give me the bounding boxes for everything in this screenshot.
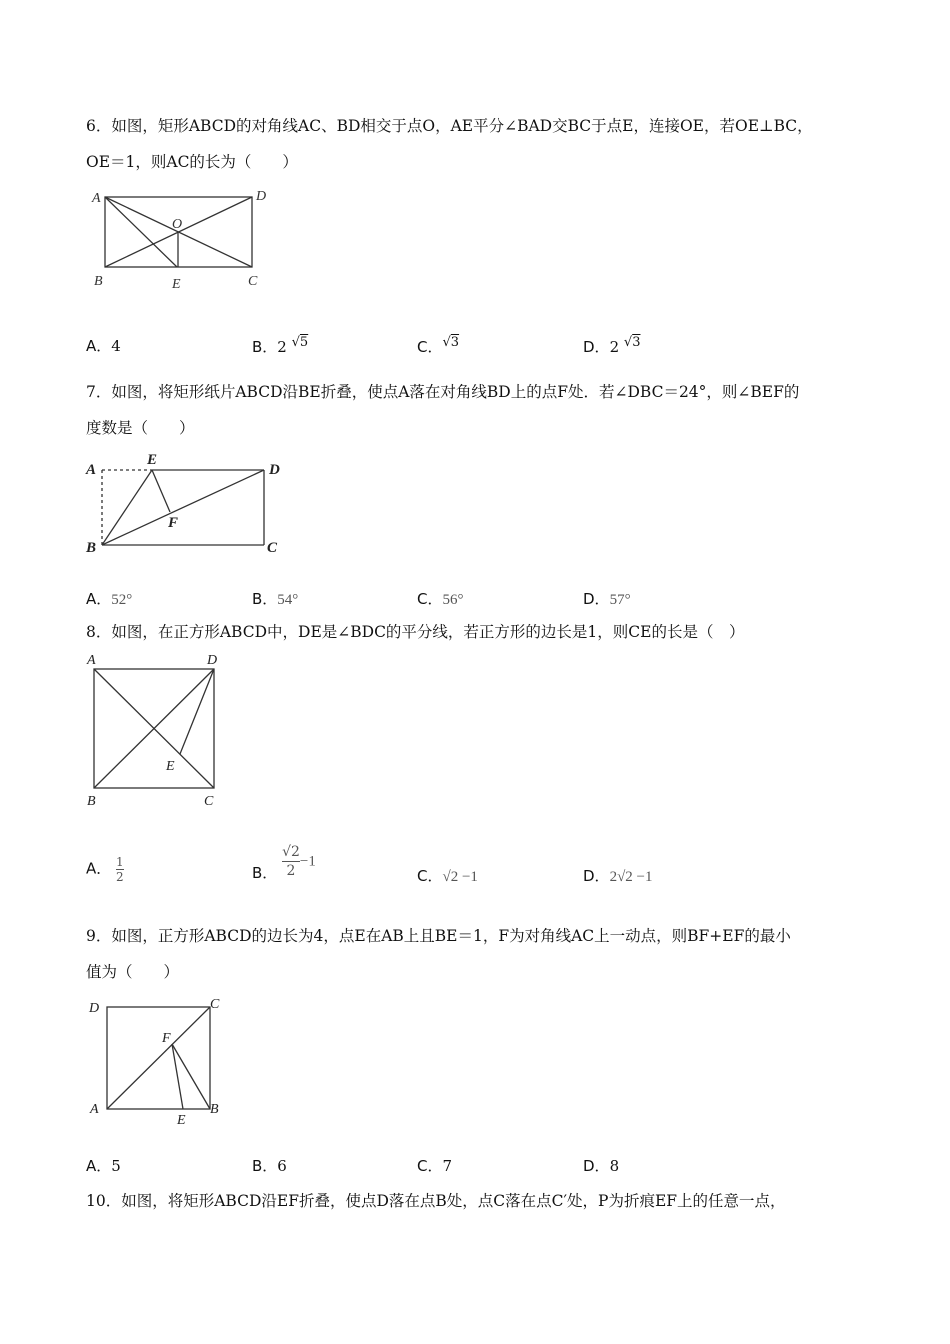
question-7-line-2: 度数是（ ） [86, 419, 195, 437]
question-9 [86, 918, 866, 990]
fig6-label-c: C [248, 274, 258, 289]
fig6-label-a: A [92, 191, 101, 206]
question-10 [86, 1183, 876, 1219]
fig9-label-e: E [177, 1113, 186, 1128]
question-7-figure [84, 448, 299, 560]
fig6-label-o: O [172, 217, 183, 232]
q7-option-c[interactable]: C．56° [417, 590, 464, 608]
fig7-label-b: B [86, 540, 97, 556]
q6-option-b[interactable]: B．2 $^{√5}$ [252, 335, 309, 356]
fig7-label-c: C [267, 540, 278, 556]
fig9-label-a: A [90, 1102, 99, 1117]
question-6 [86, 108, 866, 180]
fig8-label-d: D [207, 653, 218, 668]
question-10-line-1: 10．如图，将矩形ABCD沿EF折叠，使点D落在点B处，点C落在点C′处，P为折痕EF上的任意一点， [86, 1192, 786, 1210]
fig7-label-a: A [86, 462, 97, 478]
question-8 [86, 614, 866, 650]
q7-option-a[interactable]: A．52° [86, 590, 133, 608]
q8-option-a[interactable]: A． $\frac{1}{2}$ [86, 855, 124, 884]
q9-option-a[interactable]: A．5 [86, 1157, 121, 1175]
q8-option-d[interactable]: D．2√2 −1 [583, 867, 653, 885]
question-8-figure [84, 648, 234, 810]
fig6-label-d: D [256, 189, 267, 204]
question-9-options [86, 1155, 846, 1185]
q6-option-c[interactable]: C．$^{√3}$ [417, 335, 460, 356]
question-9-line-1: 9．如图，正方形ABCD的边长为4，点E在AB上且BE＝1，F为对角线AC上一动点，则BF+EF的最小 [86, 927, 791, 945]
q8-option-c[interactable]: C．√2 −1 [417, 867, 478, 885]
question-9-line-2: 值为（ ） [86, 963, 180, 981]
fig7-label-d: D [269, 462, 280, 478]
q6-option-a[interactable]: A．4 [86, 337, 121, 355]
question-6-figure [86, 182, 286, 294]
fig9-label-b: B [210, 1102, 219, 1117]
fig8-label-c: C [204, 794, 214, 809]
fig8-label-a: A [87, 653, 96, 668]
fig7-label-f: F [168, 515, 179, 531]
fig8-label-b: B [87, 794, 96, 809]
q7-option-d[interactable]: D．57° [583, 590, 631, 608]
fig9-label-d: D [89, 1001, 100, 1016]
fig6-label-e: E [172, 277, 181, 292]
question-7-line-1: 7．如图，将矩形纸片ABCD沿BE折叠，使点A落在对角线BD上的点F处．若∠DBC＝24°，则∠BEF的 [86, 383, 800, 401]
q6-option-d[interactable]: D．2 $^{√3}$ [583, 335, 641, 356]
q8-option-b[interactable]: B． $\frac{√2}{2}$ −1 [252, 844, 316, 882]
question-8-line-1: 8．如图，在正方形ABCD中，DE是∠BDC的平分线，若正方形的边长是1，则CE的长是（ ） [86, 623, 745, 641]
fig9-label-f: F [162, 1031, 171, 1046]
q9-option-d[interactable]: D．8 [583, 1157, 620, 1175]
question-8-options [86, 844, 846, 900]
fig9-label-c: C [210, 997, 220, 1012]
fig8-label-e: E [166, 759, 175, 774]
question-6-options [86, 335, 846, 365]
q7-option-b[interactable]: B．54° [252, 590, 299, 608]
fig7-label-e: E [147, 452, 158, 468]
question-7 [86, 374, 866, 446]
q9-option-b[interactable]: B．6 [252, 1157, 287, 1175]
question-9-figure [84, 992, 234, 1130]
question-6-line-2: OE＝1，则AC的长为（ ） [86, 153, 298, 171]
fig6-label-b: B [94, 274, 103, 289]
q9-option-c[interactable]: C．7 [417, 1157, 453, 1175]
question-6-line-1: 6．如图，矩形ABCD的对角线AC、BD相交于点O，AE平分∠BAD交BC于点E，连接OE，若OE⊥BC， [86, 117, 813, 135]
